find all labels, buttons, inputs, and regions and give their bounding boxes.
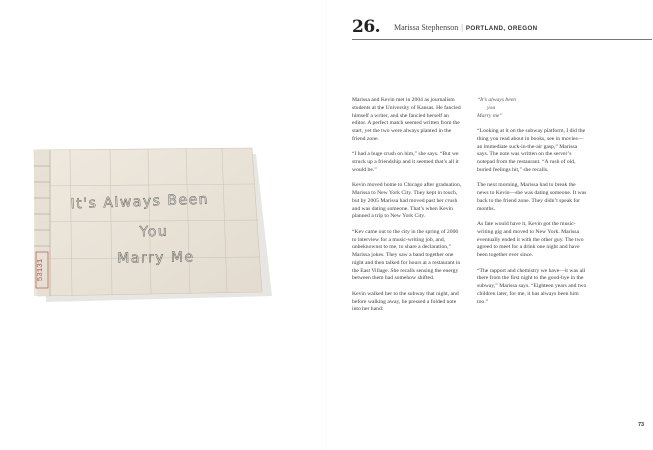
header-rule [352,39,652,40]
text-column-2 [477,97,587,314]
pull-quote-line: Marry me” [477,112,503,119]
pull-quote [477,97,587,120]
note-line-1: It's Always Been [70,191,210,213]
author-name: Marissa Stephenson [394,23,459,32]
pull-quote-line: “It’s always been [477,97,517,103]
paragraph: “I had a huge crush on him,” she says. “But we struck up a friendship and it seemed that’s all it would be.” [352,151,459,173]
entry-number: 26. [352,17,381,37]
note-line-3: Marry Me [117,249,195,267]
page-gutter [326,0,327,450]
notepad-stamp-number: 53131 [37,258,45,282]
paragraph: “Looking at it on the subway platform, I did the thing you read about in books, see in movies—an immediate suck-in-the-air gasp,” Marissa says. The note was written on the server’s notepad from the restaurant. “A rush of old, buried feelings hit,” she recalls. [477,128,586,173]
notepad-ledger-strip [34,150,50,296]
folded-note-photo [30,146,276,306]
paragraph: Marissa and Kevin met in 2004 as journalism students at the University of Kansas. He fancied himself a writer, and she fancied herself an editor. A perfect match seemed written from the start, yet the two were always planted in the friend zone. [352,97,461,142]
paragraph: As fate would have it, Kevin got the music-writing gig and moved to New York. Marissa eventually ended it with the other guy. The two agreed to meet for a drink one night and have been together ever since. [477,221,584,258]
entry-byline [394,23,538,32]
paragraph: “Kev came out to the city in the spring of 2006 to interview for a music-writing job, and, unbeknownst to me, to share a declaration,” Marissa jokes. They saw a band together one night and then talked for hours at a restaurant in the East Village. She recalls sensing the energy between them had somehow shifted. [352,228,461,282]
paragraph: The next morning, Marissa had to break the news to Kevin—she was dating someone. It was back to the friend zone. They didn’t speak for months. [477,182,587,212]
byline-separator: | [461,23,463,32]
note-illustration [30,146,276,306]
author-location: PORTLAND, OREGON [465,25,538,32]
paragraph: “The rapport and chemistry we have—it was all there from the first night to the good-bye in the subway,” Marissa says. “Eighteen years and two children later, for me, it has always been him too.” [477,267,587,305]
pull-quote-line: you [487,104,496,111]
note-line-2: You [139,223,169,241]
page-number: 73 [638,422,645,428]
paragraph: Kevin walked her to the subway that night, and before walking away, he pressed a folded note into her hand: [352,290,459,313]
paragraph: Kevin moved home to Chicago after graduation, Marissa to New York City. They kept in touch, but by 2005 Marissa had moved past her crush and was dating someone. That’s when Kevin planned a trip to New York City. [352,182,462,220]
text-column-1 [352,97,462,322]
entry-header [352,17,652,39]
